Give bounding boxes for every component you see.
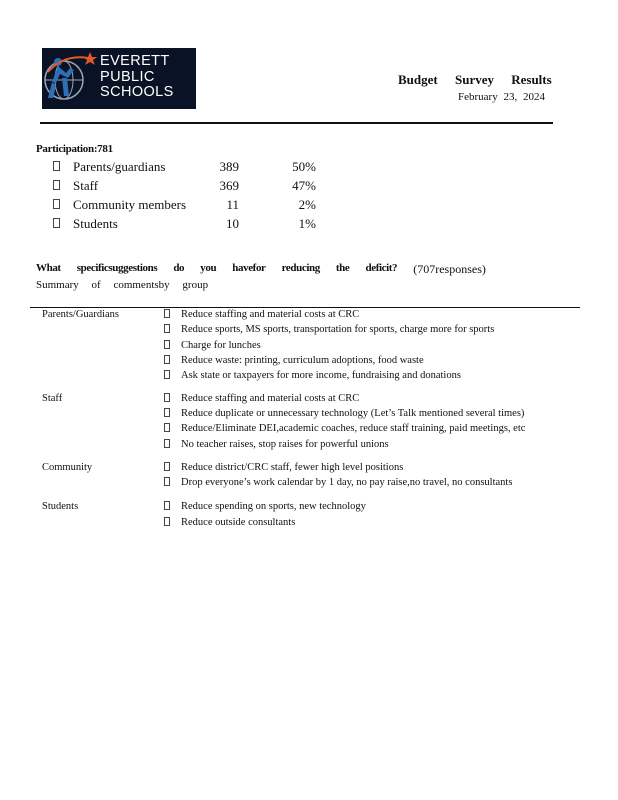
list-item <box>164 477 512 488</box>
group-name: Community <box>42 462 93 473</box>
question-word: specificsuggestions <box>76 262 158 274</box>
question-word: do <box>173 262 185 274</box>
item-text: Reduce staffing and material costs at CRC <box>181 309 360 320</box>
bullet-box-icon <box>164 370 170 379</box>
bullet-box-icon <box>53 180 60 190</box>
list-item <box>164 501 366 512</box>
list-item <box>164 423 525 434</box>
bullet-box-icon <box>164 423 170 432</box>
item-text: Drop everyone’s work calendar by 1 day, no pay raise,no travel, no consultants <box>181 477 513 488</box>
group-label: Staff <box>73 178 99 193</box>
group-label: Students <box>73 216 118 231</box>
survey-question <box>36 262 486 277</box>
bullet-box-icon <box>164 355 170 364</box>
list-item <box>164 393 359 404</box>
item-text: Reduce district/CRC staff, fewer high level positions <box>181 462 404 473</box>
bullet-box-icon <box>164 462 170 471</box>
logo-line: EVERETT <box>100 53 170 69</box>
bullet-box-icon <box>164 477 170 486</box>
list-item <box>164 462 403 473</box>
list-item <box>164 324 494 335</box>
item-text: Charge for lunches <box>181 340 261 351</box>
item-text: Reduce duplicate or unnecessary technology (Let’s Talk mentioned several times) <box>181 408 525 419</box>
group-label: Parents/guardians <box>73 159 166 174</box>
group-percent: 47% <box>292 178 316 193</box>
group-name: Staff <box>42 393 63 404</box>
list-item <box>164 309 359 320</box>
school-logo <box>42 48 196 109</box>
response-count: (707responses) <box>413 262 486 276</box>
group-percent: 50% <box>292 159 316 174</box>
bullet-box-icon <box>164 324 170 333</box>
question-word: the <box>335 262 350 274</box>
group-name: Parents/Guardians <box>42 309 119 320</box>
question-word: What <box>36 262 61 274</box>
bullet-box-icon <box>164 408 170 417</box>
item-text: Reduce outside consultants <box>181 517 296 528</box>
group-label: Community members <box>73 197 187 212</box>
item-text: Reduce spending on sports, new technology <box>181 501 366 512</box>
item-text: Reduce staffing and material costs at CRC <box>181 393 360 404</box>
participation-total: Participation:781 <box>36 143 113 155</box>
logo-line: PUBLIC <box>100 68 155 85</box>
group-count: 389 <box>219 159 239 174</box>
item-text: Reduce sports, MS sports, transportation for sports, charge more for sports <box>181 324 495 335</box>
bullet-box-icon <box>164 439 170 448</box>
bullet-box-icon <box>164 501 170 510</box>
list-item <box>164 439 389 450</box>
summary-heading: Summary of commentsby group <box>36 279 209 291</box>
header-divider <box>40 122 553 124</box>
group-count: 11 <box>226 197 239 212</box>
bullet-box-icon <box>53 218 60 228</box>
section-divider <box>30 307 580 308</box>
report-date: February 23, 2024 <box>458 91 545 103</box>
bullet-box-icon <box>164 309 170 318</box>
question-word: havefor <box>232 262 266 274</box>
list-item <box>164 355 424 366</box>
item-text: Reduce/Eliminate DEI,academic coaches, reduce staff training, paid meetings, etc <box>181 423 526 434</box>
bullet-box-icon <box>53 199 60 209</box>
report-title: Budget Survey Results <box>398 72 552 87</box>
bullet-box-icon <box>164 340 170 349</box>
bullet-box-icon <box>164 393 170 402</box>
list-item <box>164 370 461 381</box>
logo-wordmark <box>100 54 174 101</box>
group-percent: 2% <box>298 197 316 212</box>
list-item <box>164 340 261 351</box>
item-text: Reduce waste: printing, curriculum adoptions, food waste <box>181 355 424 366</box>
group-count: 10 <box>226 216 239 231</box>
question-word: reducing <box>281 262 320 274</box>
question-word: deficit? <box>365 262 398 274</box>
bullet-box-icon <box>164 517 170 526</box>
group-count: 369 <box>219 178 239 193</box>
logo-line: SCHOOLS <box>100 84 174 100</box>
list-item <box>164 517 295 528</box>
group-name: Students <box>42 501 79 512</box>
item-text: No teacher raises, stop raises for powerful unions <box>181 439 389 450</box>
question-word: you <box>200 262 217 274</box>
group-percent: 1% <box>298 216 316 231</box>
bullet-box-icon <box>53 161 60 171</box>
item-text: Ask state or taxpayers for more income, fundraising and donations <box>181 370 461 381</box>
list-item <box>164 408 524 419</box>
